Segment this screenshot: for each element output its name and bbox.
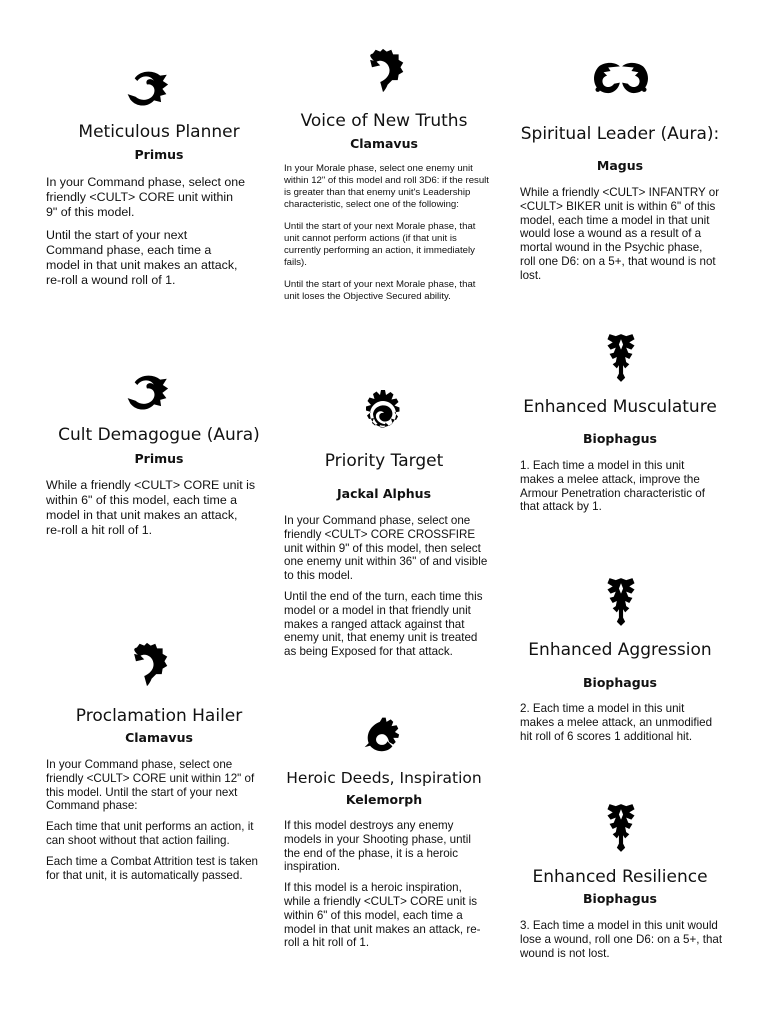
card-body <box>46 175 246 288</box>
card-subtitle: Primus <box>134 147 184 162</box>
card-subtitle: Magus <box>596 158 644 173</box>
card-subtitle: Clamavus <box>125 730 193 745</box>
card-title: Spiritual Leader (Aura): <box>520 124 720 144</box>
card-paragraph: 2. Each time a model in this unit makes a melee attack, an unmodified hit roll of 6 scores 1 additional hit. <box>520 702 713 743</box>
card-paragraph: Until the start of your next Command phase, each time a model in that unit makes an attack, re-roll a wound roll of 1. <box>46 228 238 287</box>
card-body <box>284 163 489 303</box>
card-paragraph: In your Command phase, select one friendly <CULT> CORE CROSSFIRE unit within 9" of this model, then select one enemy unit within 36" of and visible to this model. <box>284 514 488 583</box>
card-subtitle: Kelemorph <box>345 792 423 807</box>
biophagus-icon <box>597 332 645 384</box>
cult-serpent-icon <box>362 716 406 758</box>
card-paragraph: Each time a Combat Attrition test is taken for that unit, it is automatically passed. <box>46 854 259 882</box>
card-title: Enhanced Aggression <box>528 640 712 660</box>
cult-hook-icon <box>124 638 170 690</box>
biophagus-icon <box>597 802 645 854</box>
card-title: Meticulous Planner <box>78 122 240 142</box>
card-title: Heroic Deeds, Inspiration <box>286 769 482 787</box>
card-paragraph: In your Command phase, select one friendly <CULT> CORE unit within 9" of this model. <box>46 175 246 219</box>
card-paragraph: If this model destroys any enemy models in your Shooting phase, until the end of the phase, it is a heroic inspiration. <box>284 819 471 874</box>
card-subtitle: Biophagus <box>583 675 657 690</box>
card-body <box>284 819 488 950</box>
card-subtitle: Biophagus <box>583 431 657 446</box>
cult-claw-icon <box>124 370 170 414</box>
card-paragraph: Until the start of your next Morale phase, that unit loses the Objective Secured ability. <box>284 279 476 302</box>
card-title: Enhanced Musculature <box>523 397 717 417</box>
card-paragraph: Each time that unit performs an action, it can shoot without that action failing. <box>46 820 254 847</box>
card-title: Cult Demagogue (Aura) <box>58 425 260 445</box>
card-subtitle: Primus <box>134 451 184 466</box>
card-title: Enhanced Resilience <box>532 867 708 887</box>
card-paragraph: 3. Each time a model in this unit would lose a wound, roll one D6: on a 5+, that wound is not lost. <box>520 919 723 960</box>
card-paragraph: While a friendly <CULT> INFANTRY or <CULT> BIKER unit is within 6" of this model, each time a model in that unit would lose a wound as a result of a mortal wound in the Psychic phase, roll one D6: on a 5+, that wound is not lost. <box>520 186 720 282</box>
card-body <box>520 702 720 743</box>
card-body <box>46 758 258 882</box>
card-subtitle: Clamavus <box>350 136 418 151</box>
card-paragraph: Until the end of the turn, each time this model or a model in that friendly unit makes a ranged attack against that enemy unit, that enemy unit is treated as being Exposed for that attack. <box>284 589 483 659</box>
cult-hook-icon <box>360 44 406 96</box>
twin-heads-icon <box>592 60 650 96</box>
card-body <box>520 459 720 514</box>
card-paragraph: In your Morale phase, select one enemy unit within 12" of this model and roll 3D6: if the result is greater than that enemy unit's Leadership characteristic, select one of the following: <box>284 163 489 210</box>
card-subtitle: Jackal Alphus <box>336 486 432 501</box>
cult-claw-icon <box>124 66 170 110</box>
card-paragraph: 1. Each time a model in this unit makes a melee attack, improve the Armour Penetration characteristic of that attack by 1. <box>520 459 705 514</box>
cult-gear-icon <box>358 389 408 439</box>
card-body <box>520 919 724 960</box>
card-title: Priority Target <box>324 451 444 471</box>
card-title: Voice of New Truths <box>300 111 468 131</box>
biophagus-icon <box>597 576 645 628</box>
card-subtitle: Biophagus <box>583 891 657 906</box>
card-body <box>520 186 720 283</box>
card-paragraph: In your Command phase, select one friendly <CULT> CORE unit within 12" of this model. Until the start of your next Command phase: <box>46 758 255 813</box>
card-body <box>284 514 488 659</box>
card-paragraph: If this model is a heroic inspiration, while a friendly <CULT> CORE unit is within 6" of this model, each time a model in that unit makes an attack, re-roll a hit roll of 1. <box>284 881 481 950</box>
card-body <box>46 478 256 538</box>
card-paragraph: While a friendly <CULT> CORE unit is within 6" of this model, each time a model in that unit makes an attack, re-roll a hit roll of 1. <box>46 478 256 537</box>
card-title: Proclamation Hailer <box>75 706 243 726</box>
card-paragraph: Until the start of your next Morale phase, that unit cannot perform actions (if that unit is currently performing an action, it immediately fails). <box>284 221 476 268</box>
